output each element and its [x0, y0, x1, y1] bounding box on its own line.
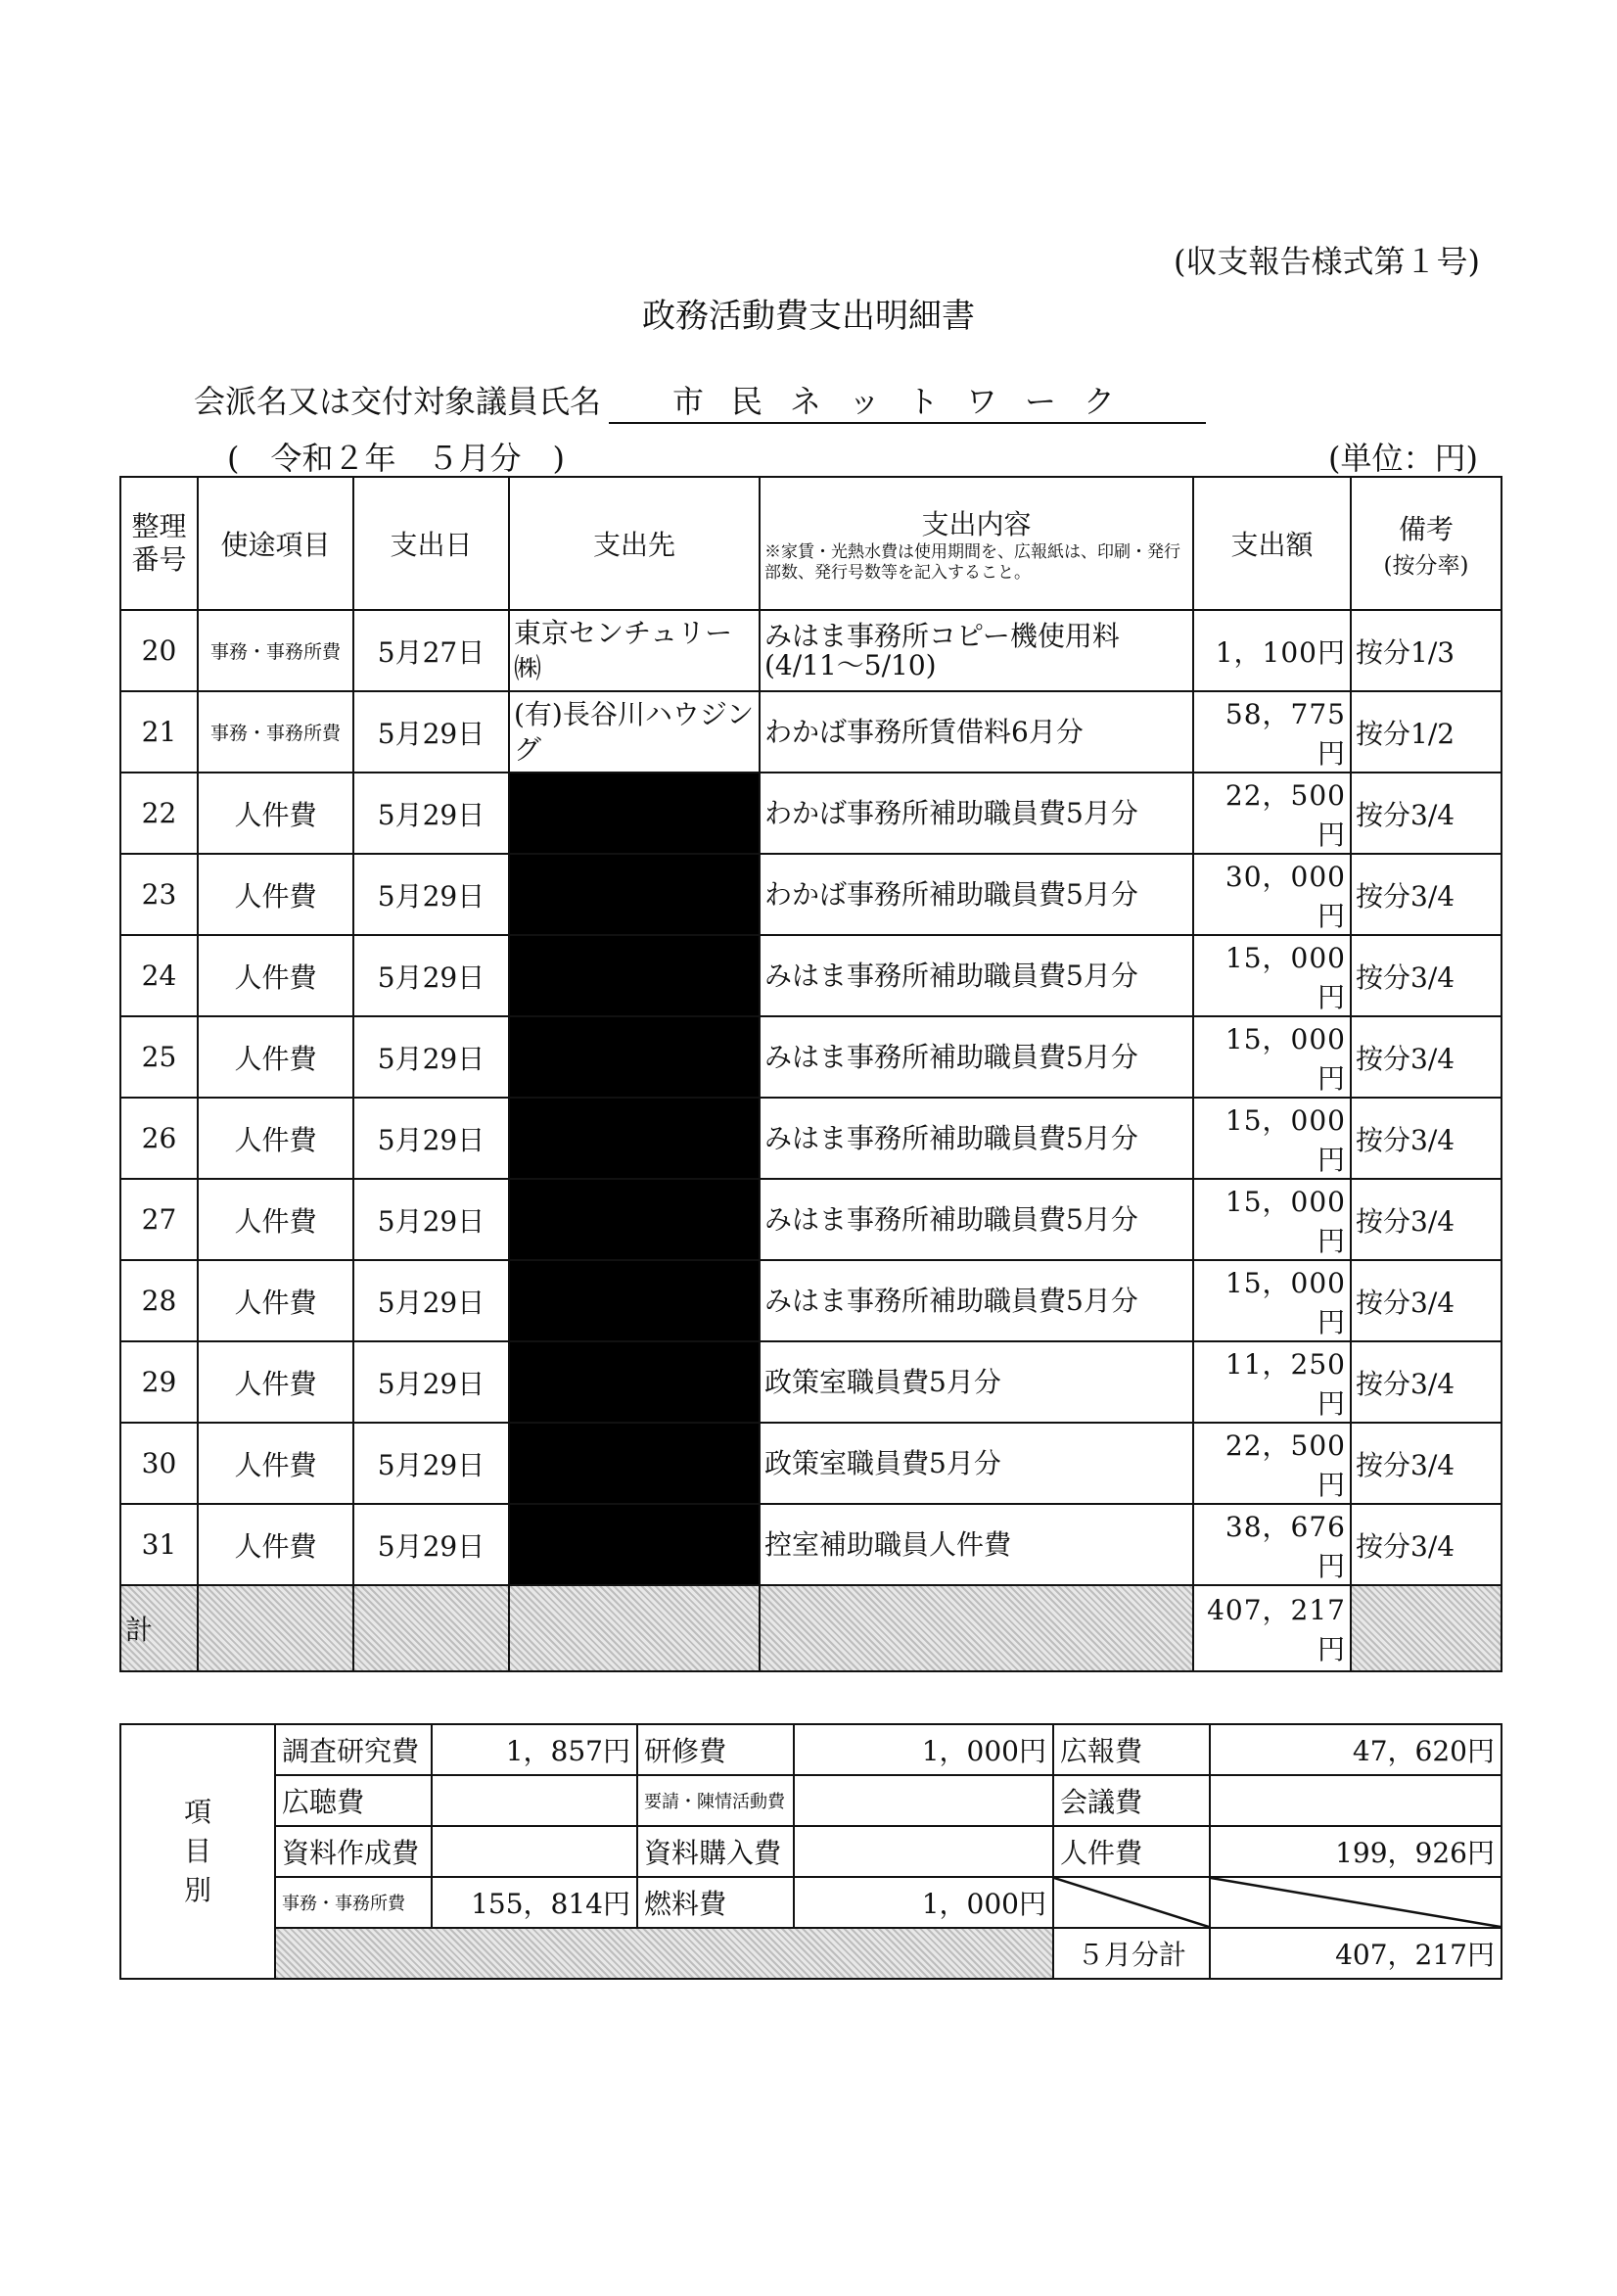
- total-shaded-cell: [353, 1585, 509, 1671]
- summary-table: [119, 1723, 1502, 1980]
- materials-purchase-label: 資料購入費: [637, 1826, 794, 1877]
- total-row: [120, 1585, 1502, 1671]
- row-number: 26: [120, 1098, 198, 1179]
- row-category: 人件費: [198, 935, 353, 1016]
- header-note: [1351, 477, 1502, 610]
- training-value: 1，000円: [794, 1724, 1053, 1775]
- redacted-payee: [509, 1341, 760, 1423]
- table-row: [120, 854, 1502, 935]
- materials-making-label: 資料作成費: [275, 1826, 432, 1877]
- fuel-label: 燃料費: [637, 1877, 794, 1928]
- faction-row: [194, 377, 1206, 424]
- row-number: 31: [120, 1504, 198, 1585]
- header-payee: 支出先: [509, 477, 760, 610]
- total-label: 計: [120, 1585, 198, 1671]
- row-amount: 38，676円: [1193, 1504, 1351, 1585]
- row-category: 事務・事務所費: [198, 691, 353, 773]
- row-description: みはま事務所補助職員費5月分: [760, 1098, 1193, 1179]
- row-note: 按分3/4: [1351, 935, 1502, 1016]
- table-row: [120, 1098, 1502, 1179]
- row-description: みはま事務所補助職員費5月分: [760, 935, 1193, 1016]
- row-note: 按分1/3: [1351, 610, 1502, 691]
- table-row: [120, 1260, 1502, 1341]
- row-category: 人件費: [198, 854, 353, 935]
- row-date: 5月29日: [353, 1179, 509, 1260]
- row-note: 按分3/4: [1351, 1504, 1502, 1585]
- row-note: 按分3/4: [1351, 1098, 1502, 1179]
- form-label: (収支報告様式第１号): [1174, 243, 1480, 280]
- row-category: 人件費: [198, 1179, 353, 1260]
- row-date: 5月29日: [353, 854, 509, 935]
- month-total-label: ５月分計: [1053, 1928, 1210, 1979]
- row-description: 控室補助職員人件費: [760, 1504, 1193, 1585]
- petition-value: [794, 1775, 1053, 1826]
- redacted-payee: [509, 935, 760, 1016]
- row-amount: 1，100円: [1193, 610, 1351, 691]
- training-label: 研修費: [637, 1724, 794, 1775]
- table-row: [120, 1504, 1502, 1585]
- fuel-value: 1，000円: [794, 1877, 1053, 1928]
- row-category: 人件費: [198, 1341, 353, 1423]
- header-description: [760, 477, 1193, 610]
- redacted-payee: [509, 1098, 760, 1179]
- redacted-payee: [509, 773, 760, 854]
- redacted-payee: [509, 1260, 760, 1341]
- row-number: 29: [120, 1341, 198, 1423]
- redacted-payee: [509, 1423, 760, 1504]
- row-amount: 15，000円: [1193, 1098, 1351, 1179]
- row-date: 5月29日: [353, 1016, 509, 1098]
- row-note: 按分1/2: [1351, 691, 1502, 773]
- expense-table: [119, 476, 1502, 1672]
- redacted-payee: [509, 1016, 760, 1098]
- pr-label: 広報費: [1053, 1724, 1210, 1775]
- total-shaded-cell: [760, 1585, 1193, 1671]
- row-category: 事務・事務所費: [198, 610, 353, 691]
- unit-label: (単位：円): [1328, 440, 1478, 477]
- row-description: 政策室職員費5月分: [760, 1341, 1193, 1423]
- row-date: 5月29日: [353, 691, 509, 773]
- row-date: 5月29日: [353, 935, 509, 1016]
- row-date: 5月29日: [353, 773, 509, 854]
- row-description: みはま事務所コピー機使用料 (4/11～5/10): [760, 610, 1193, 691]
- row-note: 按分3/4: [1351, 854, 1502, 935]
- office-value: 155，814円: [432, 1877, 637, 1928]
- row-date: 5月29日: [353, 1341, 509, 1423]
- row-category: 人件費: [198, 1098, 353, 1179]
- row-date: 5月29日: [353, 1423, 509, 1504]
- row-category: 人件費: [198, 1016, 353, 1098]
- row-description: わかば事務所補助職員費5月分: [760, 773, 1193, 854]
- month-total-value: 407，217円: [1210, 1928, 1502, 1979]
- summary-side-label: 項 目 別: [120, 1724, 275, 1979]
- research-value: 1，857円: [432, 1724, 637, 1775]
- table-row: [120, 1341, 1502, 1423]
- hearing-value: [432, 1775, 637, 1826]
- row-number: 24: [120, 935, 198, 1016]
- pr-value: 47，620円: [1210, 1724, 1502, 1775]
- row-amount: 22，500円: [1193, 1423, 1351, 1504]
- crossed-out-cell: [1210, 1877, 1502, 1928]
- row-description: みはま事務所補助職員費5月分: [760, 1179, 1193, 1260]
- row-description: 政策室職員費5月分: [760, 1423, 1193, 1504]
- row-category: 人件費: [198, 773, 353, 854]
- row-payee: (有)長谷川ハウジング: [509, 691, 760, 773]
- header-date: 支出日: [353, 477, 509, 610]
- table-row: [120, 1179, 1502, 1260]
- header-no: 整理番号: [120, 477, 198, 610]
- personnel-value: 199，926円: [1210, 1826, 1502, 1877]
- row-amount: 30，000円: [1193, 854, 1351, 935]
- row-note: 按分3/4: [1351, 773, 1502, 854]
- report-period: ( 令和２年 ５月分 ): [227, 440, 565, 477]
- row-number: 22: [120, 773, 198, 854]
- table-row: [120, 773, 1502, 854]
- row-amount: 15，000円: [1193, 1179, 1351, 1260]
- header-note-sub: (按分率): [1383, 552, 1469, 579]
- row-amount: 58，775円: [1193, 691, 1351, 773]
- row-number: 27: [120, 1179, 198, 1260]
- row-description: みはま事務所補助職員費5月分: [760, 1260, 1193, 1341]
- header-note-title: 備考: [1398, 512, 1454, 545]
- table-row: [120, 610, 1502, 691]
- table-row: [120, 1423, 1502, 1504]
- materials-making-value: [432, 1826, 637, 1877]
- total-shaded-cell: [509, 1585, 760, 1671]
- row-date: 5月29日: [353, 1504, 509, 1585]
- personnel-label: 人件費: [1053, 1826, 1210, 1877]
- table-row: [120, 691, 1502, 773]
- hearing-label: 広聴費: [275, 1775, 432, 1826]
- meeting-label: 会議費: [1053, 1775, 1210, 1826]
- header-description-title: 支出内容: [921, 508, 1032, 540]
- table-row: [120, 935, 1502, 1016]
- row-number: 28: [120, 1260, 198, 1341]
- faction-name: 市民ネットワーク: [609, 377, 1206, 424]
- row-note: 按分3/4: [1351, 1423, 1502, 1504]
- total-amount: 407，217円: [1193, 1585, 1351, 1671]
- row-category: 人件費: [198, 1260, 353, 1341]
- total-shaded-cell: [198, 1585, 353, 1671]
- row-amount: 15，000円: [1193, 1260, 1351, 1341]
- row-category: 人件費: [198, 1423, 353, 1504]
- row-amount: 11，250円: [1193, 1341, 1351, 1423]
- table-row: [120, 1016, 1502, 1098]
- table-header-row: [120, 477, 1502, 610]
- row-date: 5月27日: [353, 610, 509, 691]
- office-label: 事務・事務所費: [275, 1877, 432, 1928]
- petition-label: 要請・陳情活動費: [637, 1775, 794, 1826]
- summary-shaded-cell: [275, 1928, 1053, 1979]
- row-number: 25: [120, 1016, 198, 1098]
- materials-purchase-value: [794, 1826, 1053, 1877]
- row-date: 5月29日: [353, 1098, 509, 1179]
- header-amount: 支出額: [1193, 477, 1351, 610]
- redacted-payee: [509, 854, 760, 935]
- crossed-out-cell: [1053, 1877, 1210, 1928]
- row-description: みはま事務所補助職員費5月分: [760, 1016, 1193, 1098]
- redacted-payee: [509, 1179, 760, 1260]
- page-title: 政務活動費支出明細書: [642, 297, 975, 336]
- redacted-payee: [509, 1504, 760, 1585]
- row-note: 按分3/4: [1351, 1016, 1502, 1098]
- row-number: 23: [120, 854, 198, 935]
- row-number: 21: [120, 691, 198, 773]
- row-note: 按分3/4: [1351, 1260, 1502, 1341]
- header-category: 使途項目: [198, 477, 353, 610]
- row-date: 5月29日: [353, 1260, 509, 1341]
- row-amount: 15，000円: [1193, 1016, 1351, 1098]
- row-amount: 22，500円: [1193, 773, 1351, 854]
- faction-label: 会派名又は交付対象議員氏名: [194, 383, 602, 420]
- row-payee: 東京センチュリー㈱: [509, 610, 760, 691]
- meeting-value: [1210, 1775, 1502, 1826]
- research-label: 調査研究費: [275, 1724, 432, 1775]
- header-description-note: ※家賃・光熱水費は使用期間を、広報紙は、印刷・発行部数、発行号数等を記入すること。: [764, 542, 1180, 583]
- row-note: 按分3/4: [1351, 1179, 1502, 1260]
- row-note: 按分3/4: [1351, 1341, 1502, 1423]
- row-amount: 15，000円: [1193, 935, 1351, 1016]
- row-description: わかば事務所補助職員費5月分: [760, 854, 1193, 935]
- row-category: 人件費: [198, 1504, 353, 1585]
- total-shaded-cell: [1351, 1585, 1502, 1671]
- row-number: 20: [120, 610, 198, 691]
- row-number: 30: [120, 1423, 198, 1504]
- row-description: わかば事務所賃借料6月分: [760, 691, 1193, 773]
